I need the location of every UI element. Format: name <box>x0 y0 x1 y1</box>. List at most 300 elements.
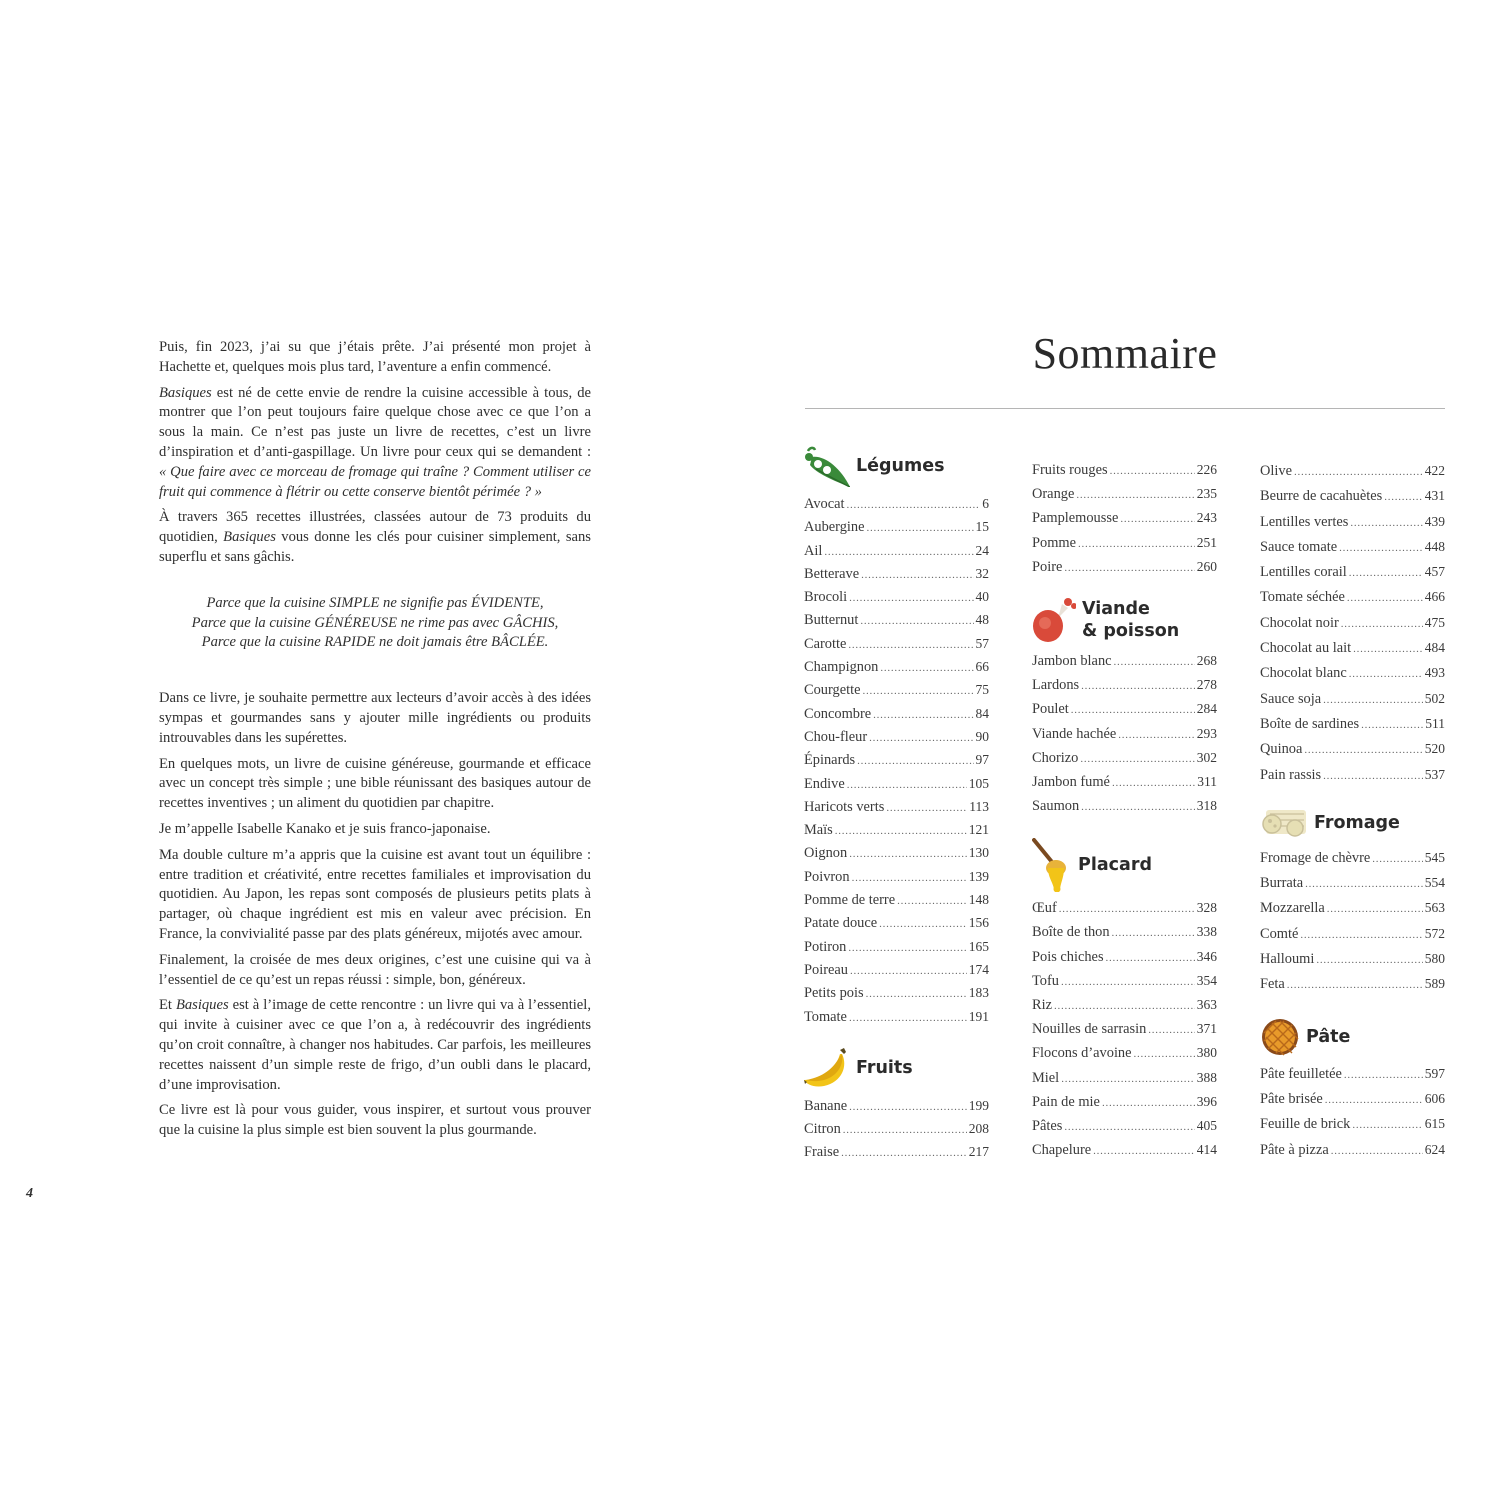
toc-leader-dots <box>1294 460 1423 485</box>
meat-drumstick-icon <box>1032 596 1076 644</box>
toc-entry-page: 405 <box>1196 1117 1217 1133</box>
toc-entry <box>1260 660 1445 685</box>
toc-entry-name: Mozzarella <box>1260 900 1325 917</box>
toc-leader-dots <box>1076 483 1194 507</box>
toc-entry <box>804 725 989 748</box>
toc-entry-name: Pâte brisée <box>1260 1090 1323 1107</box>
toc-entry <box>804 795 989 818</box>
section-heading-fruits <box>804 1048 989 1088</box>
toc-entry-page: 338 <box>1196 924 1217 940</box>
toc-entry-name: Beurre de cacahuètes <box>1260 488 1383 505</box>
toc-entry-name: Pain rassis <box>1260 766 1322 783</box>
toc-entry-name: Pamplemousse <box>1032 510 1119 527</box>
book-title-emphasis: Basiques <box>159 384 212 401</box>
toc-entry <box>1032 482 1217 506</box>
toc-entry-name: Butternut <box>804 612 859 629</box>
toc-entry-name: Épinards <box>804 752 856 769</box>
toc-entry <box>1032 697 1217 721</box>
toc-entry <box>804 492 989 515</box>
toc-entry-name: Potiron <box>804 938 847 955</box>
toc-entry-page: 165 <box>968 938 989 954</box>
toc-leader-dots <box>1114 650 1195 674</box>
toc-entry <box>804 608 989 631</box>
toc-entry-name: Pâte à pizza <box>1260 1141 1329 1158</box>
toc-entry-page: 90 <box>975 728 989 744</box>
section-heading-placard <box>1032 838 1217 892</box>
toc-entry-name: Saumon <box>1032 798 1080 815</box>
toc-entry <box>804 981 989 1004</box>
toc-entry-page: 545 <box>1424 849 1445 865</box>
body-paragraph: Finalement, la croisée de mes deux origines, c’est une cuisine qui va à l’essentiel de ce qu’est un repas réussi : simple, bon, généreux. <box>159 951 591 988</box>
toc-entry-page: 439 <box>1424 513 1445 529</box>
section-label: Placard <box>1078 855 1152 876</box>
intro-paragraph-3-rest: vous donne les clés pour cuisiner simplement, sans superflu et sans gâchis. <box>159 529 591 565</box>
toc-entry-name: Tofu <box>1032 972 1059 989</box>
toc-entry-name: Viande hachée <box>1032 725 1117 742</box>
toc-entry-name: Tomate <box>804 1008 847 1025</box>
toc-entry <box>804 888 989 911</box>
toc-leader-dots <box>1120 507 1194 531</box>
toc-entry <box>1032 1017 1217 1041</box>
toc-entry <box>1260 483 1445 508</box>
toc-leader-dots <box>843 1119 967 1142</box>
section-label: Pâte <box>1306 1026 1351 1047</box>
toc-leader-dots <box>1341 612 1423 637</box>
toc-entry <box>1032 746 1217 770</box>
toc-entry-name: Boîte de sardines <box>1260 715 1360 732</box>
toc-leader-dots <box>866 983 967 1006</box>
toc-leader-dots <box>849 587 973 610</box>
body-paragraph: Dans ce livre, je souhaite permettre aux lecteurs d’avoir accès à des idées sympas et gourmandes sans y ajouter mille ingrédients ou produits introuvables dans les supérettes. <box>159 690 591 746</box>
toc-entry-page: 278 <box>1196 677 1217 693</box>
toc-entry <box>1260 971 1445 996</box>
toc-entry <box>804 818 989 841</box>
toc-entry-name: Chapelure <box>1032 1142 1092 1159</box>
toc-entry <box>804 958 989 981</box>
toc-entry <box>1260 610 1445 635</box>
toc-entry-page: 371 <box>1196 1021 1217 1037</box>
toc-leader-dots <box>849 1096 967 1119</box>
toc-leader-dots <box>863 680 974 703</box>
toc-column-2 <box>1032 458 1217 1162</box>
toc-leader-dots <box>1134 1042 1195 1066</box>
toc-entry <box>1032 1066 1217 1090</box>
toc-entry-page: 615 <box>1424 1116 1445 1132</box>
pie-crust-icon <box>1260 1017 1300 1057</box>
toc-entry <box>1032 969 1217 993</box>
toc-leader-dots <box>1352 1113 1422 1138</box>
toc-entry-name: Chorizo <box>1032 749 1079 766</box>
toc-leader-dots <box>866 517 973 540</box>
toc-entry-page: 597 <box>1424 1065 1445 1081</box>
toc-entry-name: Jambon blanc <box>1032 652 1112 669</box>
toc-leader-dots <box>849 843 967 866</box>
section-heading-legumes <box>804 444 989 488</box>
toc-entry-name: Tomate séchée <box>1260 589 1345 606</box>
toc-leader-dots <box>1287 973 1423 998</box>
toc-entry <box>1260 736 1445 761</box>
toc-entry-name: Lentilles corail <box>1260 564 1347 581</box>
toc-entry-name: Petits pois <box>804 985 864 1002</box>
toc-entry-page: 243 <box>1196 510 1217 526</box>
toc-entry-name: Fruits rouges <box>1032 462 1108 478</box>
toc-leader-dots <box>1081 795 1195 819</box>
toc-entry-page: 75 <box>975 682 989 698</box>
toc-entry-page: 174 <box>968 961 989 977</box>
toc-entry-page: 457 <box>1424 564 1445 580</box>
toc-entry-page: 66 <box>975 659 989 675</box>
toc-entry-name: Comté <box>1260 925 1299 942</box>
toc-entry-name: Courgette <box>804 682 861 699</box>
toc-leader-dots <box>841 1142 967 1165</box>
toc-entry-name: Pomme de terre <box>804 892 896 909</box>
toc-entry-page: 57 <box>975 635 989 651</box>
toc-leader-dots <box>835 820 967 843</box>
fruits-entries-col1 <box>804 1094 989 1164</box>
toc-leader-dots <box>1372 847 1422 872</box>
toc-entry-name: Endive <box>804 775 845 792</box>
toc-entry-page: 502 <box>1424 690 1445 706</box>
toc-entry-name: Chocolat blanc <box>1260 665 1347 682</box>
toc-leader-dots <box>860 610 973 633</box>
toc-entry-name: Riz <box>1032 997 1052 1013</box>
toc-entry-page: 24 <box>975 542 989 558</box>
left-page-text <box>159 338 591 1147</box>
toc-entry <box>1260 1111 1445 1136</box>
toc-leader-dots <box>1305 872 1423 897</box>
toc-leader-dots <box>1339 536 1423 561</box>
toc-leader-dots <box>1112 771 1195 795</box>
closing-paragraph: Ce livre est là pour vous guider, vous inspirer, et surtout vous prouver que la cuisine la plus simple est bien souvent la plus gourmande. <box>159 1102 591 1139</box>
viande-entries <box>1032 649 1217 818</box>
toc-entry-name: Sauce tomate <box>1260 538 1338 555</box>
placard-entries-col3 <box>1260 458 1445 787</box>
toc-entry-name: Fraise <box>804 1144 840 1161</box>
toc-leader-dots <box>847 494 981 517</box>
toc-entry <box>804 911 989 934</box>
motto-line: Parce que la cuisine SIMPLE ne signifie pas ÉVIDENTE, <box>206 594 544 611</box>
toc-entry-name: Pois chiches <box>1032 948 1104 965</box>
toc-entry-page: 235 <box>1196 486 1217 502</box>
toc-leader-dots <box>886 797 967 820</box>
toc-leader-dots <box>1061 1067 1195 1091</box>
intro-quote: « Que faire avec ce morceau de fromage qui traîne ? Comment utiliser ce fruit qui commence à flétrir ou cette conserve bientôt périmée ? » <box>159 463 591 500</box>
body-paragraph: Ma double culture m’a appris que la cuisine est avant tout un équilibre : entre tradition et créativité, entre recettes familiales et improvisation du quotidien. Au Japon, les repas sont composés de plusieurs petits plats à partager, où chaque ingrédient est mis en valeur avec précision. En France, la convivialité passe par des plats généreux, mijotés avec amour. <box>159 846 591 942</box>
intro-paragraph-1: Puis, fin 2023, j’ai su que j’étais prête. J’ai présenté mon projet à Hachette et, quelques mois plus tard, l’aventure a enfin commencé. <box>159 339 591 375</box>
intro-paragraph-2 <box>159 384 591 503</box>
toc-entry-name: Boîte de thon <box>1032 924 1110 941</box>
toc-entry-page: 475 <box>1424 614 1445 630</box>
toc-entry-page: 563 <box>1424 900 1445 916</box>
toc-leader-dots <box>1102 1091 1195 1115</box>
toc-entry <box>804 585 989 608</box>
toc-entry-page: 346 <box>1196 948 1217 964</box>
toc-entry-name: Aubergine <box>804 519 865 536</box>
toc-leader-dots <box>873 704 973 727</box>
toc-entry <box>1260 1137 1445 1162</box>
toc-entry-name: Poire <box>1032 558 1063 575</box>
legumes-entries <box>804 492 989 1028</box>
toc-entry <box>1260 711 1445 736</box>
toc-leader-dots <box>1331 1139 1423 1164</box>
toc-entry-page: 422 <box>1424 463 1445 478</box>
section-heading-fromage <box>1260 805 1445 841</box>
toc-entry-page: 484 <box>1424 640 1445 656</box>
toc-leader-dots <box>1081 674 1195 698</box>
toc-entry-page: 311 <box>1197 773 1217 789</box>
toc-leader-dots <box>1118 723 1195 747</box>
toc-entry-page: 511 <box>1425 715 1445 731</box>
toc-entry <box>1032 458 1217 482</box>
toc-entry-name: Flocons d’avoine <box>1032 1045 1132 1062</box>
toc-entry <box>1032 673 1217 697</box>
book-title-emphasis: Basiques <box>223 529 276 546</box>
intro-paragraph-2-text: est né de cette envie de rendre la cuisine accessible à tous, de montrer que l’on peut toujours faire quelque chose avec ce que l’on a sous la main. Ce n’est pas juste un livre de recettes, c’est un livre d’inspiration et d’anti-gaspillage. Un livre pour ceux qui se demandent : <box>159 384 591 460</box>
toc-entry <box>1260 559 1445 584</box>
toc-entry <box>1260 1086 1445 1111</box>
pea-pod-icon <box>804 445 850 487</box>
basiques-paragraph-pre: Et <box>159 997 176 1014</box>
toc-entry <box>804 678 989 701</box>
toc-entry-name: Lardons <box>1032 677 1080 694</box>
toc-entry <box>1032 896 1217 920</box>
toc-entry-page: 32 <box>975 565 989 581</box>
toc-leader-dots <box>1304 738 1422 763</box>
toc-entry-page: 388 <box>1196 1069 1217 1085</box>
toc-entry-name: Burrata <box>1260 875 1304 892</box>
toc-entry-name: Citron <box>804 1121 841 1138</box>
toc-entry-page: 217 <box>968 1144 989 1160</box>
toc-entry-page: 15 <box>975 519 989 535</box>
toc-entry-name: Pâte feuilletée <box>1260 1065 1342 1082</box>
toc-entry <box>1032 1114 1217 1138</box>
toc-entry-page: 97 <box>975 752 989 768</box>
fruits-entries-col2 <box>1032 458 1217 579</box>
toc-entry-name: Poivron <box>804 868 850 885</box>
toc-column-1 <box>804 444 989 1164</box>
toc-entry-name: Feuille de brick <box>1260 1116 1351 1133</box>
toc-entry-page: 148 <box>968 892 989 908</box>
toc-entry-name: Brocoli <box>804 589 848 606</box>
section-heading-viande <box>1032 595 1217 645</box>
toc-leader-dots <box>861 564 973 587</box>
toc-leader-dots <box>1325 1088 1423 1113</box>
toc-entry-name: Chocolat noir <box>1260 614 1339 631</box>
toc-entry-name: Ail <box>804 542 823 559</box>
toc-leader-dots <box>1316 948 1422 973</box>
toc-leader-dots <box>897 890 967 913</box>
section-label-line-2: & poisson <box>1082 620 1180 641</box>
toc-leader-dots <box>1300 923 1422 948</box>
toc-entry-name: Fromage de chèvre <box>1260 849 1371 866</box>
toc-leader-dots <box>1353 637 1423 662</box>
toc-leader-dots <box>1071 698 1195 722</box>
toc-entry <box>1032 555 1217 579</box>
toc-entry <box>1260 534 1445 559</box>
toc-leader-dots <box>850 960 967 983</box>
toc-entry-name: Orange <box>1032 486 1075 503</box>
section-label: Fruits <box>856 1057 913 1078</box>
toc-entry-page: 284 <box>1196 701 1217 717</box>
toc-entry <box>1260 845 1445 870</box>
toc-entry <box>1260 686 1445 711</box>
toc-entry-name: Concombre <box>804 705 872 722</box>
toc-leader-dots <box>1361 713 1423 738</box>
toc-entry-page: 624 <box>1424 1141 1445 1157</box>
toc-leader-dots <box>1350 511 1422 536</box>
toc-entry <box>1032 1041 1217 1065</box>
toc-entry-page: 580 <box>1424 951 1445 967</box>
motto-line: Parce que la cuisine GÉNÉREUSE ne rime pas avec GÂCHIS, <box>191 614 559 631</box>
toc-leader-dots <box>848 634 973 657</box>
toc-entry <box>1260 946 1445 971</box>
toc-entry-page: 606 <box>1424 1090 1445 1106</box>
toc-leader-dots <box>1080 747 1194 771</box>
cheese-icon <box>1260 806 1308 840</box>
toc-entry-page: 251 <box>1196 534 1217 550</box>
toc-entry-page: 139 <box>968 868 989 884</box>
banana-icon <box>804 1048 850 1088</box>
toc-entry-name: Jambon fumé <box>1032 773 1110 790</box>
toc-entry-name: Champignon <box>804 659 879 676</box>
toc-entry <box>804 1005 989 1028</box>
toc-leader-dots <box>824 541 973 564</box>
toc-entry-name: Feta <box>1260 976 1285 993</box>
toc-entry <box>1032 920 1217 944</box>
toc-entry-page: 589 <box>1424 976 1445 992</box>
basiques-paragraph <box>159 996 591 1095</box>
toc-entry-page: 354 <box>1196 972 1217 988</box>
toc-entry-page: 260 <box>1196 558 1217 574</box>
toc-entry-name: Sauce soja <box>1260 690 1322 707</box>
toc-entry <box>804 1140 989 1163</box>
toc-entry <box>1260 870 1445 895</box>
toc-entry <box>1032 945 1217 969</box>
toc-entry-page: 183 <box>968 985 989 1001</box>
toc-entry <box>804 865 989 888</box>
toc-entry <box>1260 762 1445 787</box>
toc-entry-page: 448 <box>1424 538 1445 554</box>
toc-leader-dots <box>1064 1115 1194 1139</box>
toc-leader-dots <box>869 727 973 750</box>
toc-entry-page: 554 <box>1424 875 1445 891</box>
toc-leader-dots <box>1061 970 1195 994</box>
toc-entry <box>1260 635 1445 660</box>
toc-entry-page: 48 <box>975 612 989 628</box>
toc-entry-page: 191 <box>968 1008 989 1024</box>
toc-leader-dots <box>857 750 973 773</box>
toc-entry-page: 199 <box>968 1097 989 1113</box>
title-divider <box>805 408 1445 409</box>
toc-entry-name: Nouilles de sarrasin <box>1032 1021 1147 1038</box>
toc-entry-page: 6 <box>982 496 989 511</box>
placard-entries-col2 <box>1032 896 1217 1162</box>
toc-entry <box>1032 531 1217 555</box>
toc-entry-page: 226 <box>1196 462 1217 477</box>
toc-entry <box>804 1094 989 1117</box>
toc-entry <box>804 562 989 585</box>
toc-entry <box>1260 458 1445 483</box>
body-paragraph: Je m’appelle Isabelle Kanako et je suis franco-japonaise. <box>159 820 491 837</box>
body-paragraph: En quelques mots, un livre de cuisine généreuse, gourmande et efficace avec un concept très simple ; une bible réunissant des basiques autour de recettes inventives ; un aliment du quotidien par chapitre. <box>159 755 591 812</box>
toc-entry-name: Poireau <box>804 961 848 978</box>
toc-entry-name: Haricots verts <box>804 798 885 815</box>
toc-entry <box>804 655 989 678</box>
toc-leader-dots <box>1384 485 1423 510</box>
toc-entry-name: Œuf <box>1032 900 1057 917</box>
toc-entry <box>804 515 989 538</box>
toc-entry-name: Pomme <box>1032 534 1076 551</box>
toc-entry <box>804 772 989 795</box>
toc-entry-name: Avocat <box>804 496 845 512</box>
toc-entry-page: 268 <box>1196 652 1217 668</box>
section-label-line-1: Viande <box>1082 598 1150 619</box>
section-label: Fromage <box>1314 812 1400 833</box>
toc-entry-page: 328 <box>1196 900 1217 916</box>
motto-quote-block <box>159 594 591 653</box>
toc-entry-name: Pâtes <box>1032 1117 1063 1134</box>
toc-entry <box>1032 794 1217 818</box>
toc-entry-page: 414 <box>1196 1142 1217 1158</box>
toc-entry <box>1032 770 1217 794</box>
basiques-paragraph-rest: est à l’image de cette rencontre : un livre qui va à l’essentiel, qui invite à cuisiner avec ce que l’on a, à redécouvrir des ingrédients qu’on croit connaître, à changer nos habitudes. Car parfois, les meilleures recettes naissent d’un simple reste de frigo, d’un oubli dans le placard, d’une improvisation. <box>159 997 591 1093</box>
honey-dipper-icon <box>1032 838 1072 892</box>
toc-leader-dots <box>1093 1139 1195 1163</box>
toc-entry <box>1032 649 1217 673</box>
book-title-emphasis: Basiques <box>175 997 229 1014</box>
toc-leader-dots <box>849 1007 967 1030</box>
toc-entry <box>1260 895 1445 920</box>
toc-leader-dots <box>1064 556 1194 580</box>
toc-entry-name: Carotte <box>804 635 847 652</box>
toc-entry <box>1260 509 1445 534</box>
pate-entries <box>1260 1061 1445 1162</box>
toc-entry-name: Lentilles vertes <box>1260 513 1349 530</box>
toc-leader-dots <box>1344 1063 1423 1088</box>
toc-leader-dots <box>1148 1018 1194 1042</box>
page-number: 4 <box>26 1186 33 1201</box>
toc-entry <box>1032 722 1217 746</box>
toc-entry-name: Banane <box>804 1097 848 1114</box>
toc-entry <box>1032 1138 1217 1162</box>
toc-entry-name: Olive <box>1260 463 1292 479</box>
toc-entry-name: Maïs <box>804 822 833 839</box>
toc-entry-name: Betterave <box>804 565 860 582</box>
toc-entry-name: Pain de mie <box>1032 1093 1100 1110</box>
intro-paragraph-3-pre: À travers 365 recettes illustrées, classées autour de 73 produits du quotidien, <box>159 509 591 546</box>
toc-entry-page: 380 <box>1196 1045 1217 1061</box>
toc-entry-page: 293 <box>1196 725 1217 741</box>
toc-leader-dots <box>1327 897 1423 922</box>
toc-entry-name: Oignon <box>804 845 848 862</box>
toc-entry <box>1032 1090 1217 1114</box>
toc-entry <box>1260 921 1445 946</box>
toc-entry-page: 84 <box>975 705 989 721</box>
toc-entry-page: 302 <box>1196 749 1217 765</box>
section-label <box>1082 598 1179 642</box>
toc-entry <box>804 841 989 864</box>
section-heading-pate <box>1260 1017 1445 1057</box>
toc-leader-dots <box>852 867 967 890</box>
toc-entry-name: Miel <box>1032 1069 1060 1086</box>
toc-entry-page: 105 <box>968 775 989 791</box>
toc-entry-page: 208 <box>968 1121 989 1137</box>
section-label: Légumes <box>856 456 945 476</box>
toc-entry-page: 121 <box>968 822 989 838</box>
toc-entry-name: Poulet <box>1032 701 1069 718</box>
toc-leader-dots <box>1112 921 1195 945</box>
toc-entry-page: 363 <box>1196 997 1217 1012</box>
